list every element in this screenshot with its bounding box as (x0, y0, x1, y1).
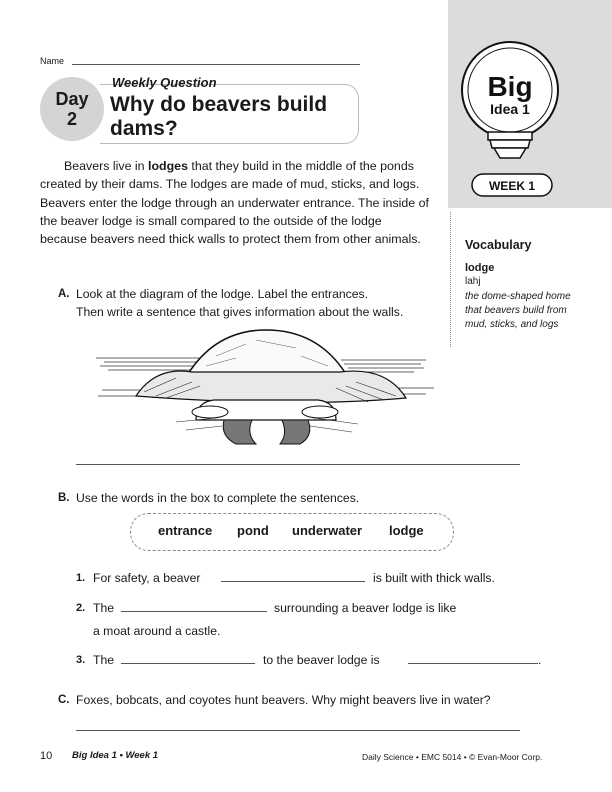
item-2-text-b: surrounding a beaver lodge is like (274, 601, 457, 615)
badge-week: WEEK 1 (488, 179, 536, 193)
intro-part2: that they build in the middle of the ponds created by their dams. The lodges are made of mud, sticks, and logs. Beavers enter the lodge through an underwater entrance. The inside of the beaver lodge is small compared to the outside of the lodge because beavers need thick walls to protect them from other animals. (40, 159, 429, 247)
item-3-number: 3. (76, 654, 86, 666)
item-1-blank[interactable] (221, 581, 365, 582)
item-2-text-c: a moat around a castle. (93, 624, 221, 638)
section-b-letter: B. (58, 492, 70, 504)
question-title: Why do beavers build dams? (110, 93, 328, 140)
vocabulary-definition: the dome-shaped home that beavers build from mud, sticks, and logs (465, 291, 571, 330)
intro-bold-word: lodges (148, 159, 188, 173)
name-line[interactable] (72, 64, 360, 65)
section-c-text: Foxes, bobcats, and coyotes hunt beavers. Why might beavers live in water? (76, 693, 491, 707)
badge-idea: Idea 1 (490, 101, 530, 117)
beaver-lodge-illustration (96, 326, 436, 448)
item-1-number: 1. (76, 572, 86, 584)
vocab-divider (450, 212, 451, 347)
section-a-line2: Then write a sentence that gives information about the walls. (76, 305, 404, 319)
item-3-text-b: to the beaver lodge is (263, 653, 380, 667)
weekly-question-label: Weekly Question (112, 75, 217, 90)
item-2-blank[interactable] (121, 611, 267, 612)
intro-part1: Beavers live in (64, 159, 149, 173)
name-label: Name (40, 56, 65, 66)
word-box-word: underwater (292, 523, 363, 538)
section-a-letter: A. (58, 288, 70, 300)
section-c-letter: C. (58, 694, 70, 706)
vocabulary-pronunciation: lahj (465, 276, 481, 287)
badge-big: Big (487, 71, 533, 102)
day-label: Day (55, 89, 89, 109)
word-box-word: lodge (389, 523, 424, 538)
item-1-text-a: For safety, a beaver (93, 571, 201, 585)
section-a-line1: Look at the diagram of the lodge. Label the entrances. (76, 287, 369, 301)
day-circle (40, 77, 104, 141)
footer-book: Big Idea 1 • Week 1 (72, 750, 159, 761)
word-box-word: entrance (158, 523, 213, 538)
item-2-number: 2. (76, 602, 86, 614)
section-b-instruction: Use the words in the box to complete the sentences. (76, 491, 360, 505)
item-2-text-a: The (93, 601, 115, 615)
item-3-blank-1[interactable] (121, 663, 255, 664)
item-1-text-b: is built with thick walls. (373, 571, 495, 585)
section-c-answer-line[interactable] (76, 730, 520, 731)
day-number: 2 (66, 109, 77, 129)
word-box-word: pond (237, 523, 269, 538)
item-3-text-c: . (538, 653, 542, 667)
item-3-text-a: The (93, 653, 115, 667)
vocabulary-word: lodge (465, 262, 495, 274)
big-idea-badge (448, 28, 612, 208)
intro-paragraph (40, 157, 430, 248)
vocabulary-title: Vocabulary (465, 238, 532, 252)
item-3-blank-2[interactable] (408, 663, 538, 664)
section-a-answer-line[interactable] (76, 464, 520, 465)
footer-credit: Daily Science • EMC 5014 • © Evan-Moor Corp. (362, 752, 543, 762)
page-number: 10 (40, 750, 53, 762)
